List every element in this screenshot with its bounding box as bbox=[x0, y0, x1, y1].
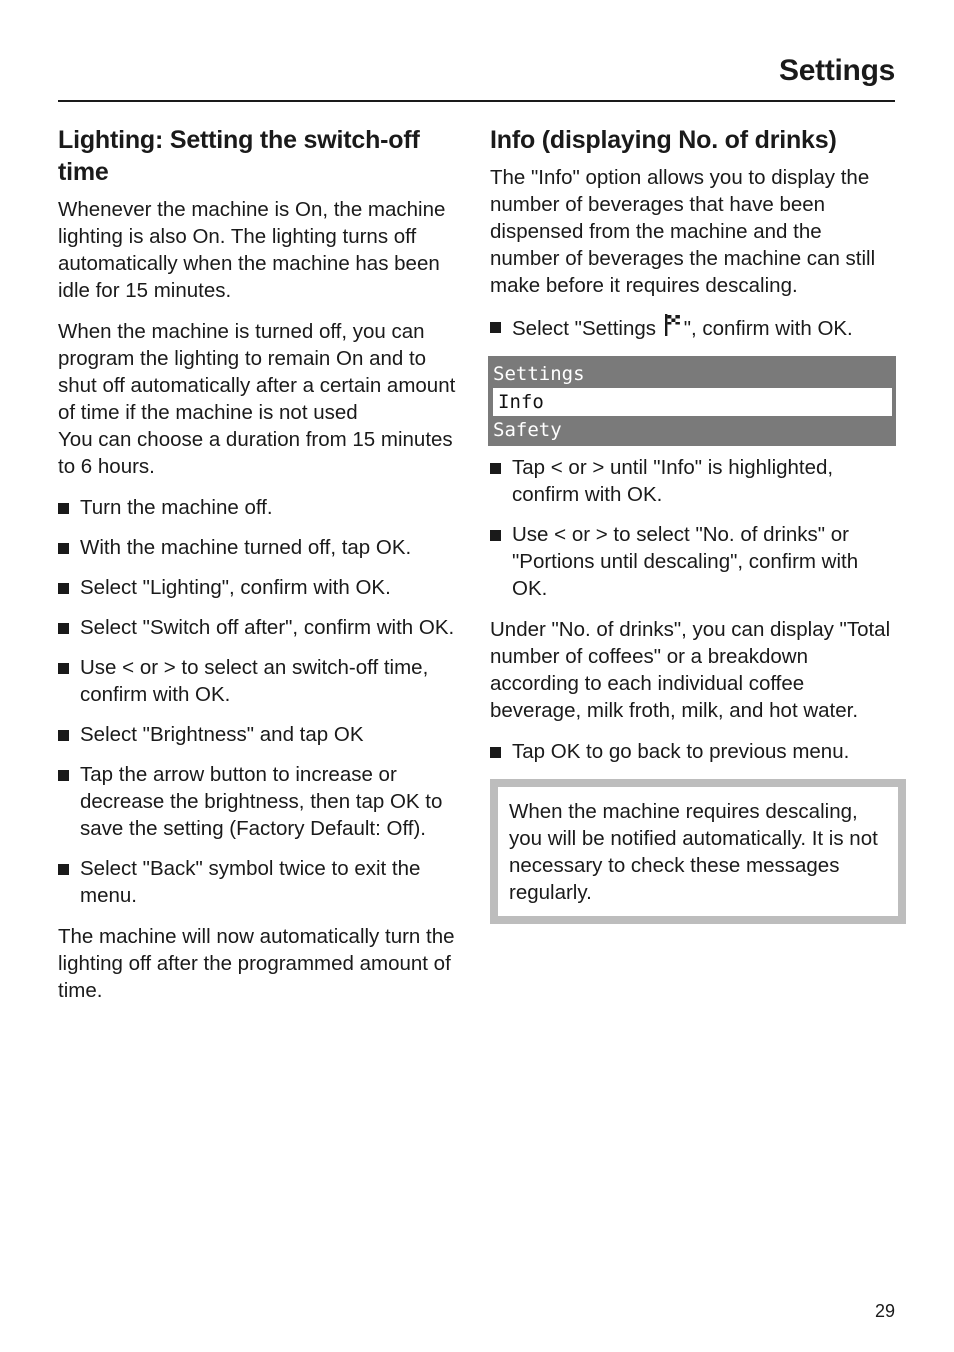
lighting-intro-1: Whenever the machine is On, the machine lighting is also On. The lighting turns off automatically when the machine has been idle for 15 minutes. bbox=[58, 198, 446, 302]
display-item: Safety bbox=[493, 419, 562, 441]
note-box bbox=[490, 779, 906, 924]
step-text: Select "Brightness" and tap OK bbox=[80, 723, 364, 746]
list-item bbox=[490, 738, 896, 765]
list-item bbox=[58, 721, 466, 748]
info-heading: Info (displaying No. of drinks) bbox=[490, 126, 837, 154]
display-selected-item: Info bbox=[493, 388, 892, 416]
note-text: When the machine requires descaling, you will be notified automatically. It is not necessary to check these messages regularly. bbox=[509, 800, 878, 904]
info-intro: The "Info" option allows you to display the number of beverages that have been dispensed from the machine and the number of beverages the machine can still make before it requires descaling. bbox=[490, 166, 876, 297]
bullet-icon bbox=[58, 503, 69, 514]
list-item bbox=[58, 614, 466, 641]
info-steps bbox=[490, 454, 896, 602]
list-item bbox=[58, 494, 466, 521]
bullet-icon bbox=[490, 530, 501, 541]
lighting-section bbox=[58, 124, 466, 1018]
lighting-intro-2: When the machine is turned off, you can program the lighting to remain On and to shut off automatically after a certain amount of time if the machine is not used You can choose a duration from 15 minutes to 6 hours. bbox=[58, 320, 456, 478]
info-select-step bbox=[490, 313, 896, 342]
page-header bbox=[58, 48, 895, 102]
page-number: 29 bbox=[874, 1301, 895, 1321]
bullet-icon bbox=[58, 663, 69, 674]
bullet-icon bbox=[58, 583, 69, 594]
bullet-icon bbox=[490, 747, 501, 758]
list-item bbox=[490, 521, 896, 602]
lighting-outro: The machine will now automatically turn the lighting off after the programmed amount of time. bbox=[58, 925, 455, 1002]
list-item bbox=[58, 574, 466, 601]
step-text: Tap < or > until "Info" is highlighted, confirm with OK. bbox=[512, 456, 834, 506]
info-section bbox=[490, 124, 896, 924]
step-text: Tap OK to go back to previous menu. bbox=[512, 740, 850, 763]
bullet-icon bbox=[58, 864, 69, 875]
bullet-icon bbox=[490, 322, 501, 333]
list-item bbox=[490, 454, 896, 508]
step-text: Use < or > to select "No. of drinks" or "Portions until descaling", confirm with OK. bbox=[512, 523, 859, 600]
list-item bbox=[58, 534, 466, 561]
step-text: Tap the arrow button to increase or decrease the brightness, then tap OK to save the setting (Factory Default: Off). bbox=[80, 763, 443, 840]
display-title: Settings bbox=[493, 363, 585, 385]
info-final-step bbox=[490, 738, 896, 765]
bullet-icon bbox=[58, 543, 69, 554]
lighting-steps bbox=[58, 494, 466, 909]
info-body: Under "No. of drinks", you can display "Total number of coffees" or a breakdown according to each individual coffee beverage, milk froth, milk, and hot water. bbox=[490, 618, 891, 722]
machine-display bbox=[488, 356, 896, 446]
list-item bbox=[490, 313, 896, 342]
step-text: Select "Back" symbol twice to exit the menu. bbox=[80, 857, 421, 907]
bullet-icon bbox=[490, 463, 501, 474]
list-item bbox=[58, 761, 466, 842]
step-text: Select "Switch off after", confirm with OK. bbox=[80, 616, 455, 639]
bullet-icon bbox=[58, 623, 69, 634]
flag-icon bbox=[664, 313, 682, 337]
step-text: Turn the machine off. bbox=[80, 496, 273, 519]
list-item bbox=[58, 654, 466, 708]
step-text-before: Select "Settings bbox=[512, 317, 662, 340]
step-text: Use < or > to select an switch-off time, confirm with OK. bbox=[80, 656, 429, 706]
bullet-icon bbox=[58, 770, 69, 781]
list-item bbox=[58, 855, 466, 909]
step-text: Select "Lighting", confirm with OK. bbox=[80, 576, 391, 599]
bullet-icon bbox=[58, 730, 69, 741]
step-text-after: ", confirm with OK. bbox=[683, 317, 853, 340]
page-title: Settings bbox=[779, 54, 895, 87]
lighting-heading: Lighting: Setting the switch-off time bbox=[58, 126, 420, 186]
step-text: With the machine turned off, tap OK. bbox=[80, 536, 412, 559]
